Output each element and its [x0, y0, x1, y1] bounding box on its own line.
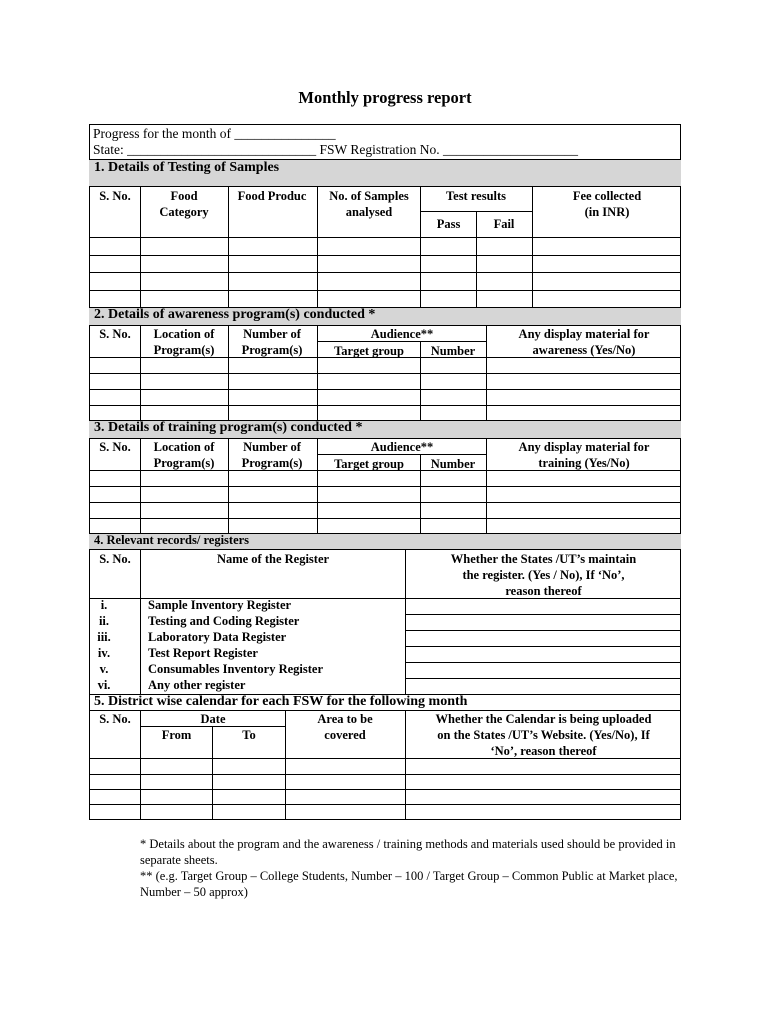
s4-col-maintain-2: the register. (Yes / No), If ‘No’,: [462, 568, 625, 582]
s5-row-line: [89, 758, 681, 759]
s3-row-line: [89, 470, 681, 471]
s1-col-food-category-1: Food: [170, 189, 198, 203]
s1-col-sno: S. No.: [99, 189, 131, 203]
s1-col-test-results: Test results: [445, 189, 507, 203]
s4-row-line: [405, 678, 681, 679]
s1-col-food-product: Food Produc: [237, 189, 307, 203]
s3-col-number-2: Program(s): [241, 456, 303, 470]
s4-row-line: [405, 646, 681, 647]
s3-col-number-1: Number of: [243, 440, 301, 454]
month-line[interactable]: Progress for the month of _______________: [93, 126, 336, 141]
s3-col-line: [317, 438, 318, 534]
s4-row-line: [405, 630, 681, 631]
s2-audience-divider: [317, 341, 486, 342]
s3-col-line: [140, 438, 141, 534]
s5-row-line: [89, 804, 681, 805]
s5-row-line: [89, 789, 681, 790]
s1-col-line: [140, 187, 141, 308]
s1-col-fail: Fail: [493, 217, 515, 231]
s1-row-line: [89, 255, 681, 256]
s2-col-line: [420, 341, 421, 421]
s1-col-samples-1: No. of Samples: [329, 189, 409, 203]
s2-col-line: [317, 325, 318, 421]
s5-col-area-2: covered: [324, 728, 366, 742]
s3-row-line: [89, 502, 681, 503]
s2-col-location-2: Program(s): [153, 343, 215, 357]
section-5-heading: 5. District wise calendar for each FSW for the following month: [94, 694, 468, 709]
register-name: Consumables Inventory Register: [148, 662, 323, 676]
s2-col-sno: S. No.: [99, 327, 131, 341]
s1-col-line: [476, 211, 477, 308]
s5-col-line: [212, 726, 213, 820]
s5-col-upload-2: on the States /UT’s Website. (Yes/No), If: [437, 728, 650, 742]
s1-col-fee-1: Fee collected: [572, 189, 642, 203]
register-name: Sample Inventory Register: [148, 598, 292, 612]
s1-col-line: [420, 187, 421, 308]
page-title: Monthly progress report: [298, 88, 472, 107]
s3-col-line: [420, 454, 421, 534]
s1-col-line: [532, 187, 533, 308]
register-number: iv.: [97, 646, 111, 660]
s4-col-name: Name of the Register: [216, 552, 330, 566]
s5-col-upload-1: Whether the Calendar is being uploaded: [435, 712, 652, 726]
s3-row-line: [89, 518, 681, 519]
s1-col-pass: Pass: [436, 217, 461, 231]
section-1-heading: 1. Details of Testing of Samples: [94, 160, 280, 175]
s3-col-line: [486, 438, 487, 534]
register-name: Testing and Coding Register: [148, 614, 300, 628]
s2-row-line: [89, 389, 681, 390]
register-number: vi.: [97, 678, 111, 692]
s2-col-line: [228, 325, 229, 421]
s2-col-location-1: Location of: [153, 327, 215, 341]
s2-col-count: Number: [430, 344, 476, 358]
s5-row-line: [89, 774, 681, 775]
s1-col-samples-2: analysed: [345, 205, 393, 219]
s3-col-sno: S. No.: [99, 440, 131, 454]
s2-col-line: [486, 325, 487, 421]
register-name: Laboratory Data Register: [148, 630, 287, 644]
s3-col-location-1: Location of: [153, 440, 215, 454]
s1-row-line: [89, 272, 681, 273]
register-number: i.: [100, 598, 108, 612]
s5-col-sno: S. No.: [99, 712, 131, 726]
s2-col-number-1: Number of: [243, 327, 301, 341]
s3-col-line: [228, 438, 229, 534]
register-name: Any other register: [148, 678, 246, 692]
footnotes: [140, 836, 685, 900]
s5-col-date: Date: [200, 712, 226, 726]
state-line[interactable]: State: ____________________________ FSW Registration No. ____________________: [93, 142, 578, 157]
register-number: v.: [99, 662, 109, 676]
s2-col-display-2: awareness (Yes/No): [532, 343, 636, 357]
section-2-heading: 2. Details of awareness program(s) conducted *: [94, 307, 376, 322]
s2-col-audience: Audience**: [370, 327, 434, 341]
s2-col-display-1: Any display material for: [518, 327, 650, 341]
s3-col-location-2: Program(s): [153, 456, 215, 470]
s5-col-to: To: [242, 728, 256, 742]
footnote-2: ** (e.g. Target Group – College Students, Number – 100 / Target Group – Common Public at Market place, Number – 50 approx): [140, 869, 678, 899]
s1-row-line: [89, 290, 681, 291]
s3-col-target: Target group: [334, 457, 404, 471]
s1-col-fee-2: (in INR): [584, 205, 630, 219]
s3-col-audience: Audience**: [370, 440, 434, 454]
s5-col-line: [285, 710, 286, 820]
s5-col-line: [140, 710, 141, 820]
s2-row-line: [89, 357, 681, 358]
s3-row-line: [89, 486, 681, 487]
section-4-heading: 4. Relevant records/ registers: [94, 533, 250, 547]
register-number: iii.: [97, 630, 111, 644]
footnote-1: * Details about the program and the awareness / training methods and materials used should be provided in separate sheets.: [140, 837, 676, 867]
section-3-heading: 3. Details of training program(s) conducted *: [94, 420, 363, 435]
s5-col-upload-3: ‘No’, reason thereof: [490, 744, 597, 758]
register-name: Test Report Register: [148, 646, 258, 660]
register-number: ii.: [98, 614, 110, 628]
s4-col-line: [140, 550, 141, 694]
s4-row-line: [405, 662, 681, 663]
s5-col-from: From: [161, 728, 192, 742]
s1-col-food-category-2: Category: [159, 205, 209, 219]
s4-col-line: [405, 550, 406, 694]
s3-col-display-2: training (Yes/No): [538, 456, 630, 470]
s5-col-line: [405, 710, 406, 820]
s2-row-line: [89, 405, 681, 406]
s1-col-line: [317, 187, 318, 308]
s2-col-line: [140, 325, 141, 421]
s2-col-target: Target group: [334, 344, 404, 358]
s3-col-count: Number: [430, 457, 476, 471]
s4-col-maintain-1: Whether the States /UT’s maintain: [450, 552, 637, 566]
s4-col-maintain-3: reason thereof: [505, 584, 582, 598]
s5-col-area-1: Area to be: [317, 712, 373, 726]
s4-col-sno: S. No.: [99, 552, 131, 566]
s1-col-line: [228, 187, 229, 308]
s2-row-line: [89, 373, 681, 374]
s1-row-line: [89, 237, 681, 238]
s4-row-line: [405, 614, 681, 615]
s3-audience-divider: [317, 454, 486, 455]
s3-col-display-1: Any display material for: [518, 440, 650, 454]
s2-col-number-2: Program(s): [241, 343, 303, 357]
